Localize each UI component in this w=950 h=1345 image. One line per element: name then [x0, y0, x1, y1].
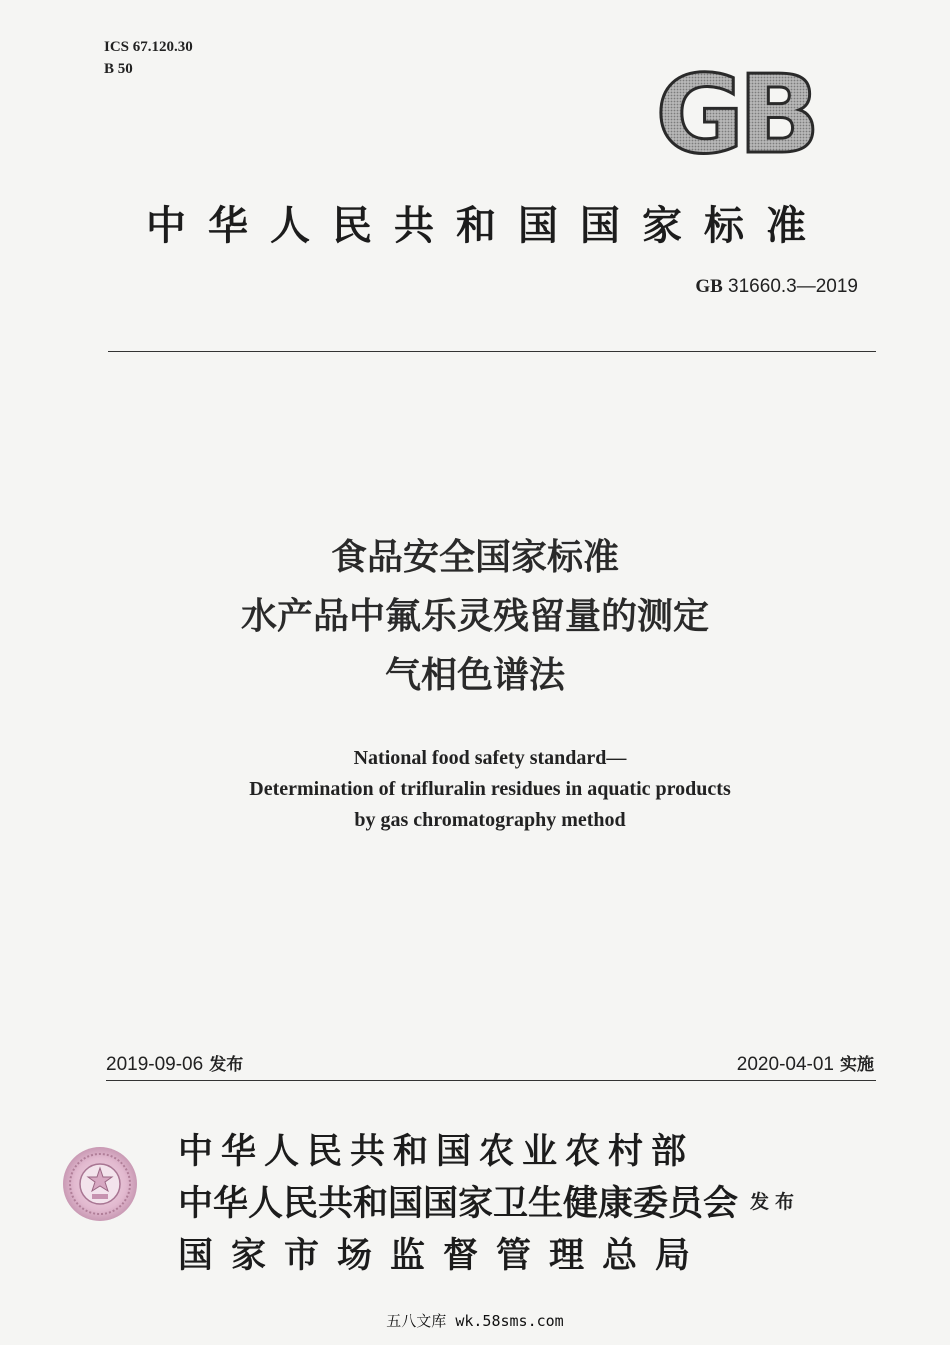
issue-label: 发布	[209, 1055, 244, 1075]
national-standard-title: 中华人民共和国国家标准	[146, 203, 828, 249]
issue-date-block	[106, 1050, 243, 1076]
english-title	[0, 743, 950, 836]
english-title-line1: National food safety standard—	[353, 747, 627, 769]
ccs-code: B 50	[104, 61, 133, 77]
issue-date: 2019-09-06	[106, 1054, 204, 1075]
classification-codes	[104, 36, 193, 80]
implement-date: 2020-04-01	[736, 1054, 834, 1075]
implement-date-block	[737, 1050, 874, 1076]
english-title-line2: Determination of trifluralin residues in aquatic products	[249, 778, 731, 800]
bottom-divider	[106, 1080, 876, 1081]
standard-number-prefix: GB	[695, 276, 723, 297]
issuer-org-2: 中华人民共和国国家卫生健康委员会	[178, 1183, 739, 1224]
national-emblem-icon	[62, 1146, 138, 1222]
watermark-footer: 五八文库 wk.58sms.com	[386, 1312, 564, 1330]
chinese-title-line1: 食品安全国家标准	[330, 537, 619, 578]
implement-label: 实施	[840, 1055, 874, 1075]
top-divider	[108, 351, 876, 352]
english-title-line3: by gas chromatography method	[354, 809, 626, 831]
chinese-title	[0, 528, 950, 705]
standard-number	[695, 276, 858, 298]
chinese-title-line3: 气相色谱法	[384, 655, 565, 696]
chinese-title-line2: 水产品中氟乐灵残留量的测定	[240, 596, 709, 637]
gb-logo-text: GB	[655, 64, 815, 160]
issuer-org-3: 国家市场监督管理总局	[178, 1235, 709, 1276]
issuer-org-1: 中华人民共和国农业农村部	[178, 1131, 695, 1172]
ics-code: ICS 67.120.30	[104, 39, 193, 55]
standard-number-value: 31660.3—2019	[728, 276, 858, 297]
publish-label: 发布	[750, 1191, 801, 1213]
gb-logo	[640, 64, 830, 160]
